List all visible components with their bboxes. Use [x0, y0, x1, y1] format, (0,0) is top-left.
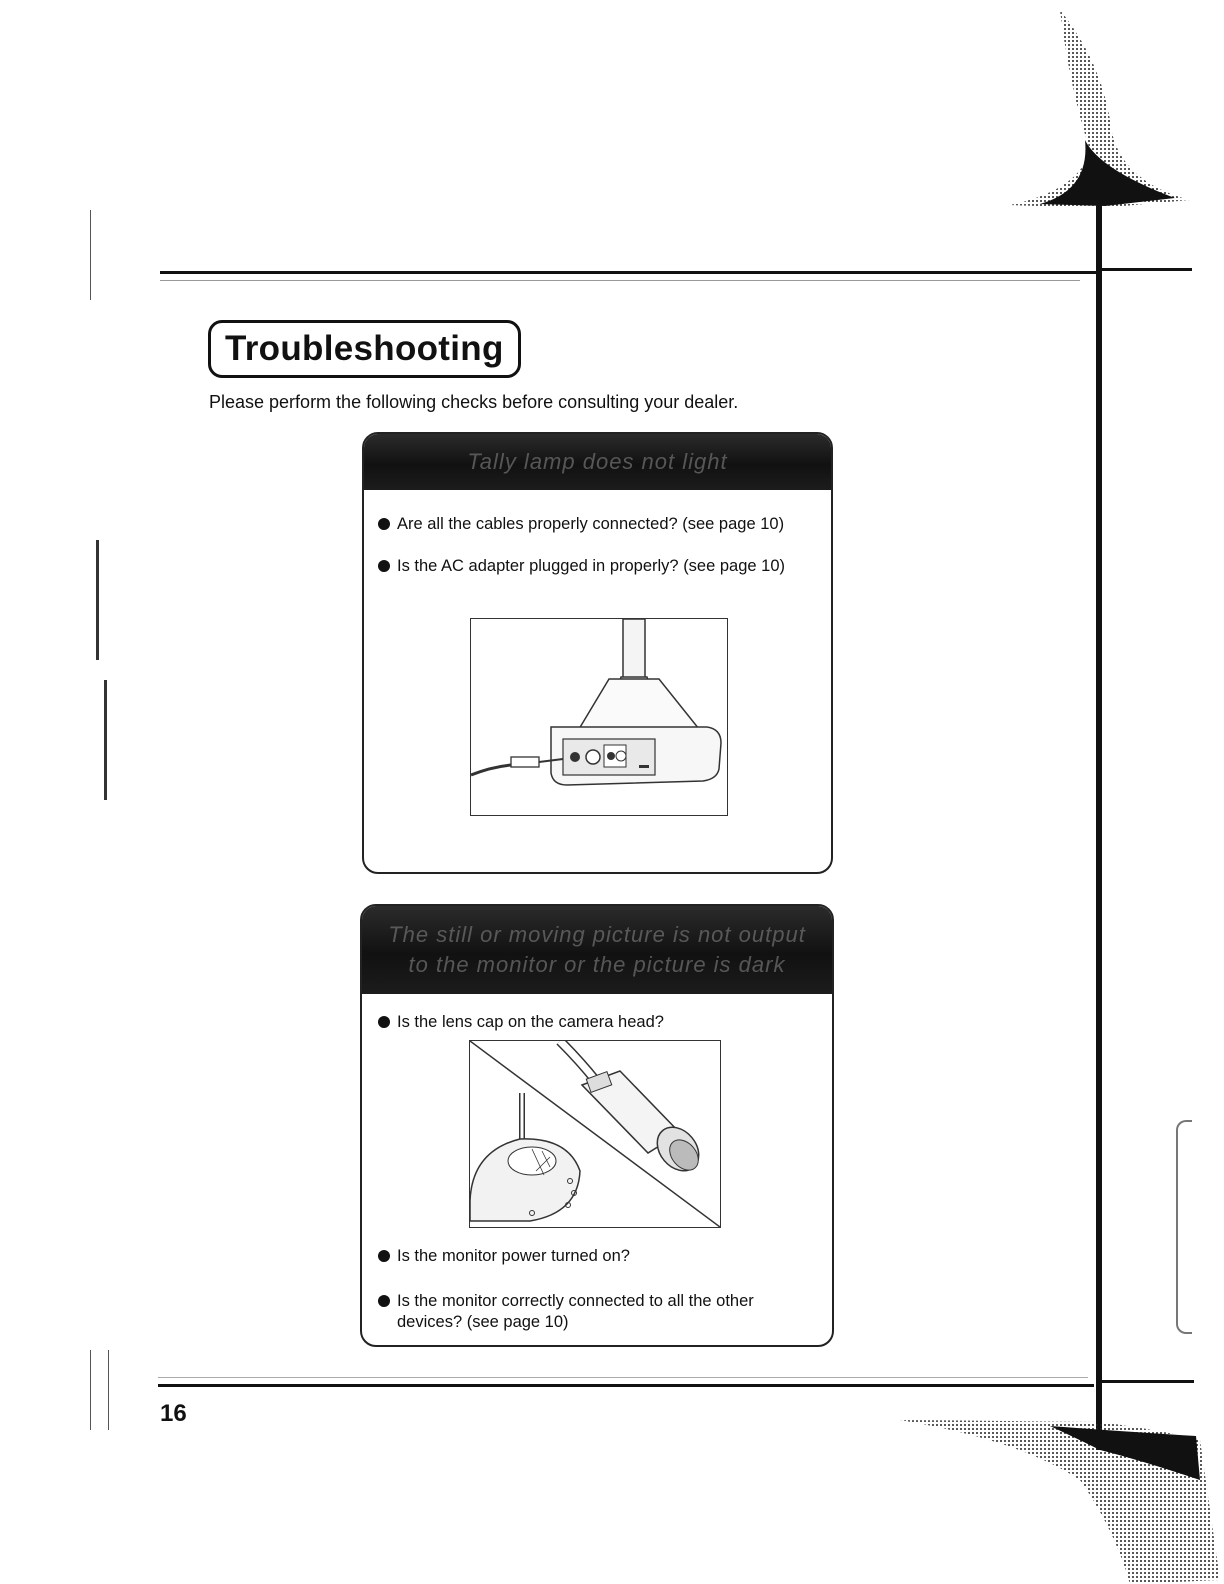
top-rule: [160, 271, 1100, 274]
panel-header: [364, 434, 831, 490]
bullet-icon: [378, 560, 390, 572]
scan-edge-line: [90, 210, 91, 300]
lens-cap-illustration: [469, 1040, 721, 1228]
binding-edge-top: [1102, 268, 1192, 271]
check-text: Is the lens cap on the camera head?: [397, 1013, 664, 1031]
bullet-icon: [378, 1016, 390, 1028]
check-item: [378, 1012, 834, 1033]
bullet-icon: [378, 518, 390, 530]
check-item: [378, 556, 833, 577]
check-text: Is the monitor power turned on?: [397, 1247, 630, 1265]
scan-edge-line: [108, 1350, 109, 1430]
intro-text: Please perform the following checks before consulting your dealer.: [209, 392, 739, 412]
panel-heading-line: to the monitor or the picture is dark: [408, 952, 786, 977]
bullet-icon: [378, 1295, 390, 1307]
scan-edge-mark: [96, 540, 99, 660]
trouble-panel-tally: [362, 432, 833, 874]
check-item: [378, 514, 833, 535]
scan-blot-top: [900, 0, 1224, 230]
trouble-panel-picture: [360, 904, 834, 1347]
check-item: [378, 1246, 834, 1267]
panel-header: [362, 906, 832, 994]
page-title: [208, 320, 521, 378]
check-item: [378, 1291, 817, 1333]
scan-blot-bottom: [900, 1420, 1224, 1584]
camera-base-connection-illustration: [470, 618, 728, 816]
bottom-rule-thin: [158, 1377, 1088, 1378]
panel-heading-line: The still or moving picture is not output: [388, 922, 806, 947]
scan-edge-mark: [104, 680, 107, 800]
binding-spine: [1096, 200, 1102, 1450]
top-rule-thin: [160, 280, 1080, 281]
scan-edge-line: [90, 1350, 91, 1430]
binding-edge-bottom: [1102, 1380, 1194, 1383]
check-text: Is the AC adapter plugged in properly? (see page 10): [397, 557, 786, 575]
bullet-icon: [378, 1250, 390, 1262]
check-text: Are all the cables properly connected? (see page 10): [397, 515, 785, 533]
page-tab-edge: [1176, 1120, 1192, 1334]
page-number: 16: [160, 1400, 187, 1427]
check-text: Is the monitor correctly connected to all the other devices? (see page 10): [397, 1292, 754, 1331]
page-title-text: Troubleshooting: [225, 329, 504, 368]
panel-heading: Tally lamp does not light: [467, 449, 728, 474]
bottom-rule: [158, 1384, 1094, 1387]
